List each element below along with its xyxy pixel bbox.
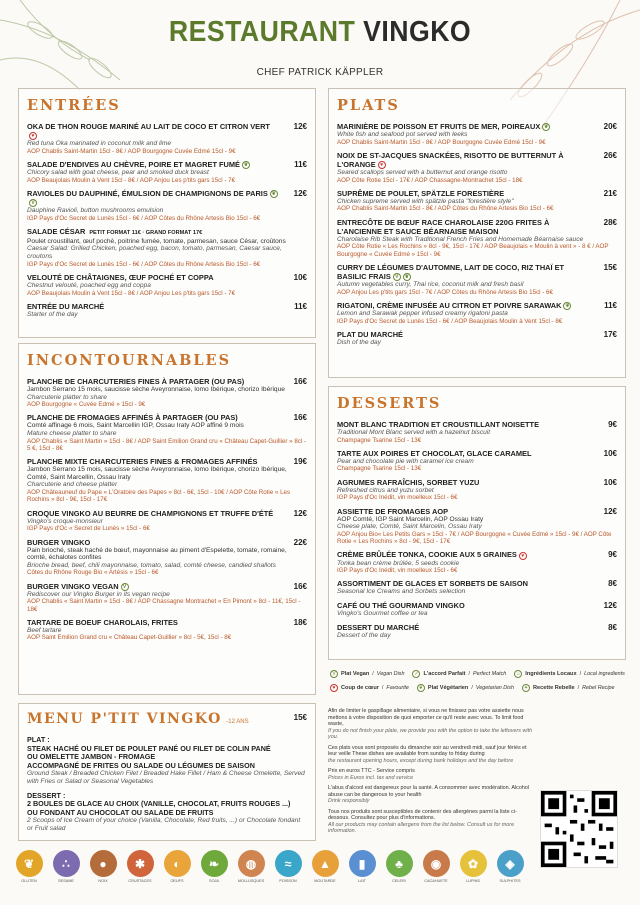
menu-item	[337, 263, 617, 296]
plats-section	[328, 88, 626, 378]
lupin-icon: ✿	[460, 850, 487, 877]
item-description: Pain brioché, steak haché de bœuf, mayonnaise au piment d'Espelette, tomate, romaine, comté, échalotes confites	[27, 546, 287, 562]
menu-item	[27, 618, 307, 642]
sesame-icon: ∴	[53, 850, 80, 877]
menu-item	[27, 302, 307, 319]
item-name-text: ENTRECÔTE DE BŒUF RACE CHAROLAISE 220G FRITES À L'ANCIENNE ET SAUCE BÉARNAISE MAISON	[337, 217, 550, 236]
allergen-item	[162, 850, 192, 883]
qr-code[interactable]	[540, 790, 618, 868]
item-price: 28€	[603, 217, 617, 227]
menu-item	[27, 413, 307, 452]
item-description: AOP Comté, IGP Saint Marcelin, AOP Ossau Iraty	[337, 515, 484, 523]
wheat-icon: ❦	[16, 850, 43, 877]
allergen-item	[273, 850, 303, 883]
item-wine-pairing: AOP Chablis « Saint Martin » 15cl - 8€ / AOP Chassagne Montrachet « En Pimont » 8cl - 11€, 15cl - 18€	[27, 598, 301, 613]
item-price: 16€	[293, 377, 307, 386]
note-french: Ces plats vous sont proposés du dimanche soir au vendredi midi, sauf jour fériés et leur veille These dishes are available from sunday to friday during	[328, 744, 527, 757]
item-english: Charolaise Rib Steak with Traditional French Fries and Homemade Béarnaise sauce	[337, 235, 584, 243]
legend-label: Plat Végétarien	[427, 685, 469, 691]
item-price: 15€	[603, 262, 617, 272]
legend-label: Recette Rebelle	[532, 685, 575, 691]
menu-item	[27, 538, 307, 577]
legend-item	[328, 684, 409, 692]
item-price: 21€	[603, 188, 617, 198]
item-name-text: SALADE D'ENDIVES AU CHÈVRE, POIRE ET MAGRET FUMÉ	[27, 159, 240, 169]
section-title: DESSERTS	[337, 395, 442, 412]
menu-item	[337, 218, 617, 258]
menu-item	[27, 509, 307, 533]
item-wine-pairing: AOP Beaujolais Moulin à Vent 15cl - 8€ / AOP Anjou Les p'tits gars 15cl - 7€	[27, 176, 236, 184]
allergen-item	[310, 850, 340, 883]
menu-item	[27, 160, 307, 184]
note-french: Prix en euros TTC - Service compris	[328, 768, 415, 774]
item-english: White fish and seafood pot served with leeks	[337, 131, 468, 139]
nut-icon: ●	[90, 850, 117, 877]
item-name-text: CROQUE VINGKO AU BEURRE DE CHAMPIGNONS ET TRUFFE D'ÉTÉ	[27, 508, 274, 518]
item-english: Vingko's croque-monsieur	[27, 517, 103, 525]
item-description: Jambon Serrano 15 mois, saucisse sèche Aveyronnaise, lomo Ibérique, chorizo Ibérique	[27, 386, 285, 393]
item-name	[27, 509, 307, 518]
leaf-icon: ❦	[565, 302, 570, 309]
item-name	[337, 263, 617, 281]
item-english: Charcuterie and cheese platter	[27, 481, 118, 489]
item-english: Chicory salad with goat cheese, pear and smoked duck breast	[27, 168, 209, 176]
item-name	[337, 330, 617, 339]
item-name	[337, 449, 617, 458]
item-price: 8€	[608, 579, 617, 589]
legend-separator: /	[468, 671, 471, 677]
item-description: Poulet croustillant, œuf poché, poitrine fumée, tomate, parmesan, sauce César, croûtons	[27, 237, 286, 245]
item-name	[27, 377, 307, 386]
menu-item	[337, 550, 617, 574]
item-wine-pairing: IGP Pays d'Oc Inédit, vin moelleux 15cl - 6€	[337, 494, 458, 502]
item-price: 11€	[294, 301, 307, 311]
vegan-icon: V	[330, 670, 338, 678]
item-wine-pairing: IGP Pays d'Oc Secret de Lunès 15cl - 6€ / AOP Côtes du Rhône Artesis Bio 15cl - 6€	[27, 260, 261, 268]
plat-english: Ground Steak / Breaded Chicken Filet / Breaded Hake Fillet / Ham & Cheese Omelette, Served with Fries or Salad or Seasonal Vegetables	[27, 770, 305, 785]
item-name	[27, 227, 307, 238]
menu-item	[337, 449, 617, 473]
item-wine-pairing: AOP Anjou Les p'tits gars 15cl - 7€ / AOP Côtes du Rhône Artesis Bio 15cl - 6€	[337, 288, 553, 296]
item-price: 12€	[603, 506, 617, 516]
allergen-label: LUPINS	[466, 879, 480, 883]
menu-item	[27, 227, 307, 268]
item-wine-pairing: Côtes du Rhône Rouge Bio « Artésis » 15cl - 6€	[27, 569, 159, 577]
vegan-icon: V	[121, 583, 129, 591]
menu-item	[337, 122, 617, 146]
item-price: 9€	[608, 550, 617, 560]
allergen-label: LAIT	[357, 879, 367, 883]
legend-label-english: Rebel Recipe	[582, 685, 615, 691]
leaf-icon: ❦	[243, 161, 249, 168]
legend-item	[415, 684, 514, 692]
leaf-icon: ❦	[271, 190, 276, 197]
item-name-text: PLANCHE DE FROMAGES AFFINÉS À PARTAGER (OU PAS)	[27, 413, 238, 423]
item-wine-pairing: Champagne Tsarine 15cl - 13€	[337, 465, 422, 473]
plat-line: ACCOMPAGNÉ DE FRITES OU SALADE OU LÉGUMES DE SAISON	[27, 760, 255, 770]
item-name	[337, 122, 617, 131]
legend-item	[512, 670, 625, 678]
item-name-text: VELOUTÉ DE CHÂTAIGNES, ŒUF POCHÉ ET COPPA	[27, 272, 214, 282]
item-name	[337, 189, 617, 198]
legend-item	[410, 670, 506, 678]
note-english: If you do not finish your plate, we provide you with the option to take the leftovers with you.	[328, 727, 533, 740]
item-price: 12€	[293, 122, 307, 131]
item-wine-pairing: AOP Beaujolais Moulin à Vent 15cl - 8€ / AOP Anjou Les p'tits gars 15cl - 7€	[27, 289, 236, 297]
note-english: Drink responsibly	[328, 798, 370, 804]
milk-icon: ▮	[349, 850, 376, 877]
notes-block	[328, 708, 536, 839]
item-name-text: PLAT DU MARCHÉ	[337, 329, 403, 339]
item-price: 17€	[603, 329, 617, 339]
item-name	[337, 601, 617, 610]
item-name-text: BURGER VINGKO	[27, 537, 91, 547]
item-name	[337, 579, 617, 588]
item-format-tag: PETIT FORMAT 11€ · GRAND FORMAT 17€	[89, 229, 203, 236]
item-wine-pairing: AOP Chablis Saint-Martin 15cl - 8€ / AOP Côtes du Rhône Artesis Bio 15cl - 6€	[337, 205, 554, 213]
section-title: INCONTOURNABLES	[27, 352, 232, 369]
item-price: 10€	[603, 448, 617, 458]
note-french: L'abus d'alcool est dangereux pour la santé. A consommer avec modération. Alcohol abuse can be dangerous to your health	[328, 785, 530, 798]
item-english: Starter of the day	[27, 310, 78, 318]
item-english: Vingko's Gourmet coffee or tea	[337, 609, 428, 617]
heart-icon: ♥	[519, 552, 527, 560]
menu-item	[27, 122, 307, 155]
item-name	[337, 301, 617, 310]
allergen-item	[88, 850, 118, 883]
local-icon: ⌂	[514, 670, 522, 678]
vegan-icon: V	[393, 273, 401, 281]
item-price: 16€	[293, 581, 307, 591]
item-name	[337, 507, 617, 516]
item-english: Seasonal Ice Creams and Sorbets selection	[337, 588, 466, 596]
allergen-label: MOLLUSQUES	[237, 879, 265, 883]
item-name-text: SUPRÊME DE POULET, SPÄTZLE FORESTIÈRE	[337, 188, 505, 198]
item-name-text: MONT BLANC TRADITION ET CROUSTILLANT NOISETTE	[337, 420, 539, 429]
legend-label-english: Favourite	[386, 685, 409, 691]
item-english: Traditional Mont Blanc served with a hazelnut biscuit	[337, 429, 491, 436]
note-paragraph	[328, 809, 536, 835]
item-name-text: ENTRÉE DU MARCHÉ	[27, 301, 105, 311]
legend-separator: /	[471, 685, 473, 691]
menu-item	[337, 579, 617, 596]
allergen-item	[236, 850, 266, 883]
heart-icon: ♥	[378, 161, 386, 169]
menu-item	[337, 151, 617, 184]
section-title: ENTRÉES	[27, 97, 121, 114]
item-price: 9€	[608, 420, 617, 429]
item-name	[27, 457, 307, 466]
menu-price: 15€	[293, 713, 307, 722]
allergen-item	[125, 850, 155, 883]
item-price: 11€	[604, 300, 617, 310]
allergen-label: SULPHITES	[499, 879, 521, 883]
item-price: 16€	[293, 413, 307, 423]
soy-icon: ❧	[201, 850, 228, 877]
legend-label-english: Vegetarian Dish	[475, 685, 514, 691]
item-english: Seared scallops served with a butternut and orange risotto	[337, 168, 508, 176]
item-wine-pairing: IGP Pays d'Oc Inédit, vin moelleux 15cl - 6€	[337, 567, 458, 575]
item-wine-pairing: AOP Chablis Saint-Martin 15cl - 8€ / AOP Bourgogne Cuvée Edmé 15cl - 9€	[27, 147, 236, 155]
tick-icon: ✓	[414, 671, 419, 677]
menu-item	[27, 377, 307, 408]
legend-label: L'accord Parfait	[423, 671, 466, 677]
item-english: Beef tartare	[27, 626, 62, 634]
chef-name: CHEF PATRICK KÄPPLER	[256, 67, 384, 78]
item-english: Mature cheese platter to share	[27, 430, 117, 438]
item-wine-pairing: AOP Chablis Saint-Martin 15cl - 8€ / AOP Bourgogne Cuvée Edmé 15cl - 9€	[337, 138, 546, 146]
menu-item	[337, 623, 617, 640]
sulphite-icon: ◈	[497, 850, 524, 877]
item-wine-pairing: AOP Anjou Bio« Les Petits Gars » 15cl - 7€ / AOP Bourgogne « Cuvée Edmé » 15cl - 9€ / AOP Côte Rotie « Les Rochins » 8cl - 9€, 15cl - 17€	[337, 530, 612, 546]
item-name	[337, 218, 617, 236]
item-wine-pairing: Champagne Tsarine 15cl - 13€	[337, 436, 422, 444]
item-name-text: ASSIETTE DE FROMAGES AOP	[337, 506, 449, 516]
allergen-label: OEUFS	[170, 879, 184, 883]
allergen-item	[14, 850, 44, 883]
item-name-text: CURRY DE LÉGUMES D'AUTOMNE, LAIT DE COCO, RIZ THAÏ ET BASILIC FRAIS	[337, 262, 565, 281]
allergen-item	[199, 850, 229, 883]
mustard-icon: ▲	[312, 850, 339, 877]
item-english: Lemon and Sarawak pepper infused creamy rigatoni pasta	[337, 309, 508, 317]
allergen-item	[51, 850, 81, 883]
item-wine-pairing: AOP Châteauneuf du Pape « L'Oratoire des Papes » 8cl - 6€, 15cl - 10€ / AOP Côte Rotie « Les Rochins » 8cl - 9€, 15cl - 17€	[27, 489, 291, 504]
item-name-text: BURGER VINGKO VEGAN	[27, 581, 119, 591]
legend-separator: /	[579, 671, 582, 677]
dessert-line: 2 BOULES DE GLACE AU CHOIX (VANILLE, CHOCOLAT, FRUITS ROUGES ...)	[27, 799, 291, 809]
legend-label-english: Local ingredients	[584, 671, 625, 677]
allergen-label: CACAHUETE	[424, 879, 448, 883]
item-english: Refreshed citrus and yuzu sorbet	[337, 486, 434, 494]
menu-item	[337, 330, 617, 347]
allergen-label: SOJA	[209, 879, 219, 883]
item-wine-pairing: IGP Pays d'Oc Secret de Lunès 15cl - 6€ / AOP Beaujolais Moulin à Vent 15cl - 8€	[337, 317, 563, 325]
heart-icon: ♥	[29, 132, 37, 140]
note-paragraph	[328, 785, 536, 805]
allergen-list	[14, 850, 534, 883]
plat-line: OU OMELETTE JAMBON - FROMAGE	[27, 752, 156, 762]
item-price: 19€	[293, 457, 307, 467]
dessert-english: 2 Scoops of Ice Cream of your choice (Vanilla, Chocolate, Red fruits, ...) or Chocolate fondant or Fruit salad	[27, 817, 301, 832]
heart-icon: ♥	[330, 684, 338, 692]
legend-label: Plat Vegan	[341, 671, 370, 677]
item-name	[27, 122, 307, 140]
section-title: PLATS	[337, 97, 400, 114]
menu-item	[337, 507, 617, 546]
legend-label: Ingrédients Locaux	[525, 671, 577, 677]
item-name	[27, 189, 307, 207]
legend-label-english: Vegan Dish	[376, 671, 405, 677]
crab-icon: ✱	[127, 850, 154, 877]
item-name-text: RIGATONI, CRÈME INFUSÉE AU CITRON ET POIVRE SARAWAK	[337, 300, 562, 310]
item-name	[337, 420, 617, 429]
note-french: Tous nos produits sont susceptibles de contenir des allergènes parmi la liste ci-dessous. Consultez pour plus d'informations.	[328, 808, 517, 821]
allergen-label: CRUSTACES	[128, 879, 152, 883]
item-wine-pairing: AOP Chablis « Saint Martin » 15cl - 8€ / AOP Saint Emilion Grand cru « Château Capet-Guillier » 8cl - 5 €, 15cl - 8€	[27, 437, 307, 452]
menu-item	[27, 457, 307, 503]
allergen-item	[347, 850, 377, 883]
menu-item	[27, 582, 307, 613]
item-name-text: TARTE AUX POIRES ET CHOCOLAT, GLACE CARAMEL	[337, 448, 532, 458]
item-name	[27, 273, 307, 282]
item-name	[337, 478, 617, 487]
item-name-text: OKA DE THON ROUGE MARINÉ AU LAIT DE COCO ET CITRON VERT	[27, 122, 270, 131]
restaurant-title: RESTAURANT VINGKO	[168, 16, 472, 48]
item-name	[27, 413, 307, 422]
note-english: All our products may contain allergens from the list below. Consult us for more information.	[328, 821, 515, 834]
item-name-text: ASSORTIMENT DE GLACES ET SORBETS DE SAISON	[337, 579, 528, 589]
item-name	[27, 538, 307, 547]
menu-item	[27, 189, 307, 222]
allergen-label: NOIX	[98, 879, 108, 883]
item-name	[337, 550, 617, 559]
menu-item	[337, 420, 617, 444]
qr-code-image	[541, 791, 617, 867]
legend-separator: /	[372, 671, 374, 677]
plat-label: PLAT :	[27, 735, 50, 744]
item-price: 10€	[603, 477, 617, 487]
vegan-icon: V	[29, 199, 37, 207]
legend-item	[520, 684, 615, 692]
legend-separator: /	[381, 685, 384, 691]
item-name-text: RAVIOLES DU DAUPHINÉ, ÉMULSION DE CHAMPIGNONS DE PARIS	[27, 188, 268, 198]
item-english: Dish of the day	[337, 338, 381, 346]
item-price: 12€	[293, 188, 307, 198]
item-english: Charcuterie platter to share	[27, 393, 107, 401]
menu-item	[337, 601, 617, 618]
plat-line: STEAK HACHÉ OU FILET DE POULET PANÉ OU FILET DE COLIN PANÉ	[27, 743, 271, 753]
item-name	[27, 160, 307, 169]
recipe-icon: ✦	[523, 685, 529, 691]
item-name-text: SALADE CÉSAR	[27, 226, 86, 236]
allergen-label: MOUTARDE	[314, 879, 336, 883]
legend-item	[328, 670, 404, 678]
item-name	[27, 302, 307, 311]
item-price: 12€	[603, 600, 617, 610]
item-wine-pairing: IGP Pays d'Oc « Secret de Lunès » 15cl - 6€	[27, 525, 150, 533]
item-english: Chicken supreme served with spätzle pasta "forestière style"	[337, 197, 514, 205]
item-english: Dauphine Ravioli, button mushrooms emulsion	[27, 206, 164, 214]
dessert-label: DESSERT :	[27, 790, 66, 800]
item-english: Rediscover our Vingko Burger in its vegan recipe	[27, 590, 170, 598]
icon-legend	[328, 670, 628, 698]
item-name	[27, 582, 307, 591]
menu-age: -12 ANS	[226, 719, 249, 725]
peanut-icon: ◉	[423, 850, 450, 877]
leaf-icon: ❦	[418, 685, 423, 691]
note-paragraph	[328, 745, 536, 765]
item-price: 10€	[293, 272, 307, 282]
allergen-item	[421, 850, 451, 883]
item-description: Jambon Serrano 15 mois, saucisse sèche Aveyronnaise, lomo Ibérique, chorizo Ibérique, Comté, Saint Marcellin, Ossau Iraty	[27, 466, 287, 481]
item-price: 20€	[603, 122, 617, 131]
menu-item	[27, 273, 307, 297]
item-price: 26€	[603, 150, 617, 160]
note-paragraph	[328, 768, 536, 781]
item-name-text: PLANCHE MIXTE CHARCUTERIES FINES & FROMAGES AFFINÉS	[27, 457, 258, 467]
item-english: Caesar Salad: Grilled Chicken, poached egg, bacon, tomato, parmesan, Caesar sauce, croutons	[27, 245, 282, 261]
item-wine-pairing: AOP Côte Rotie 15cl - 17€ / AOP Chassagne-Montrachet 15cl - 18€	[337, 176, 523, 184]
item-english: Chestnut velouté, poached egg and coppa	[27, 281, 151, 289]
item-english: Red tuna Oka marinated in coconut milk and lime	[27, 140, 172, 148]
item-name-text: TARTARE DE BOEUF CHAROLAIS, FRITES	[27, 617, 178, 627]
egg-icon: ◐	[164, 850, 191, 877]
item-english: Dessert of the day	[337, 631, 391, 639]
leaf-icon: ❦	[544, 124, 549, 131]
allergen-item	[458, 850, 488, 883]
item-price: 8€	[608, 622, 617, 632]
shell-icon: ◍	[238, 850, 265, 877]
item-name	[27, 618, 307, 627]
allergen-label: SESAME	[58, 879, 74, 883]
allergen-item	[384, 850, 414, 883]
item-english: Brioche bread, beef, chili mayonnaise, tomato, salad, comté cheese, candied shallots	[27, 561, 276, 569]
allergen-item	[495, 850, 525, 883]
entrees-section	[18, 88, 316, 338]
menu-title: MENU P'TIT VINGKO	[27, 711, 222, 727]
menu-item	[337, 189, 617, 213]
desserts-section	[328, 386, 626, 660]
item-name-text: PLANCHE DE CHARCUTERIES FINES À PARTAGER (OU PAS)	[27, 377, 245, 386]
legend-separator: /	[577, 685, 580, 691]
menu-item	[337, 478, 617, 502]
item-wine-pairing: AOP Côte Rotie « Les Rochins » 8cl - 9€, 15cl - 17€ / AOP Beaujolais « Moulin à vent » - 8 € / AOP Bourgogne « Cuvée Edmé » 15cl - 9€	[337, 243, 609, 258]
item-name-text: CAFÉ OU THÉ GOURMAND VINGKO	[337, 600, 465, 610]
item-wine-pairing: AOP Bourgogne « Cuvée Edmé » 15cl - 9€	[27, 401, 146, 409]
menu-item	[337, 301, 617, 325]
legend-label: Coup de cœur	[341, 685, 379, 691]
note-english: Prices in Euros incl. tax and service	[328, 774, 414, 781]
item-name-text: AGRUMES RAFRAÎCHIS, SORBET YUZU	[337, 477, 480, 487]
fish-icon: ≈	[275, 850, 302, 877]
item-name	[337, 623, 617, 632]
incontournables-section	[18, 343, 316, 695]
allergen-label: GLUTEN	[21, 879, 37, 883]
legend-label-english: Perfect Match	[473, 671, 507, 677]
item-price: 18€	[293, 617, 307, 627]
item-price: 12€	[293, 508, 307, 518]
item-english: Autumn vegetables curry, Thai rice, coconut milk and fresh basil	[337, 281, 524, 288]
item-name-text: DESSERT DU MARCHÉ	[337, 622, 420, 632]
leaf-icon: ❦	[404, 274, 409, 280]
item-wine-pairing: AOP Saint Emilion Grand cru « Château Capet-Guillier » 8cl - 5€, 15cl - 8€	[27, 634, 232, 642]
item-english: Tonka bean crème brûlée, 5 seeds cookie	[337, 559, 460, 567]
item-english: Pear and chocolate pie with caramel ice cream	[337, 457, 474, 465]
item-price: 11€	[294, 159, 307, 169]
allergen-label: CELERI	[392, 879, 406, 883]
item-price: 22€	[293, 537, 307, 547]
note-french: Afin de limiter le gaspillage alimentaire, si vous ne finissez pas votre assiette nous mettons à votre disposition de quoi emporter ce qu'il reste avec vous. To limit food waste,	[328, 708, 524, 727]
item-wine-pairing: IGP Pays d'Oc Secret de Lunès 15cl - 6€ / AOP Côtes du Rhône Artesis Bio 15cl - 6€	[27, 214, 261, 222]
note-english: the restaurant opening hours, except during bank holidays and the day before	[328, 757, 514, 764]
dessert-line: OU FONDANT AU CHOCOLAT OU SALADE DE FRUITS	[27, 807, 214, 817]
allergen-label: POISSON	[279, 879, 297, 883]
ptit-vingko-menu	[18, 703, 316, 841]
item-name-text: MARINIÈRE DE POISSON ET FRUITS DE MER, POIREAUX	[337, 122, 541, 131]
item-name	[337, 151, 617, 169]
item-description: Comté affinage 6 mois, Saint Marcellin IGP, Ossau Iraty AOP affiné 9 mois	[27, 422, 244, 430]
item-name-text: NOIX DE ST-JACQUES SNACKÉES, RISOTTO DE BUTTERNUT À L'ORANGE	[337, 150, 564, 169]
item-english: Cheese plate, Comté, Saint Marcelin, Ossau Iraty	[337, 523, 482, 531]
celery-icon: ♣	[386, 850, 413, 877]
item-name-text: CRÈME BRÛLÉE TONKA, COOKIE AUX 5 GRAINES	[337, 550, 517, 560]
note-paragraph	[328, 708, 536, 741]
